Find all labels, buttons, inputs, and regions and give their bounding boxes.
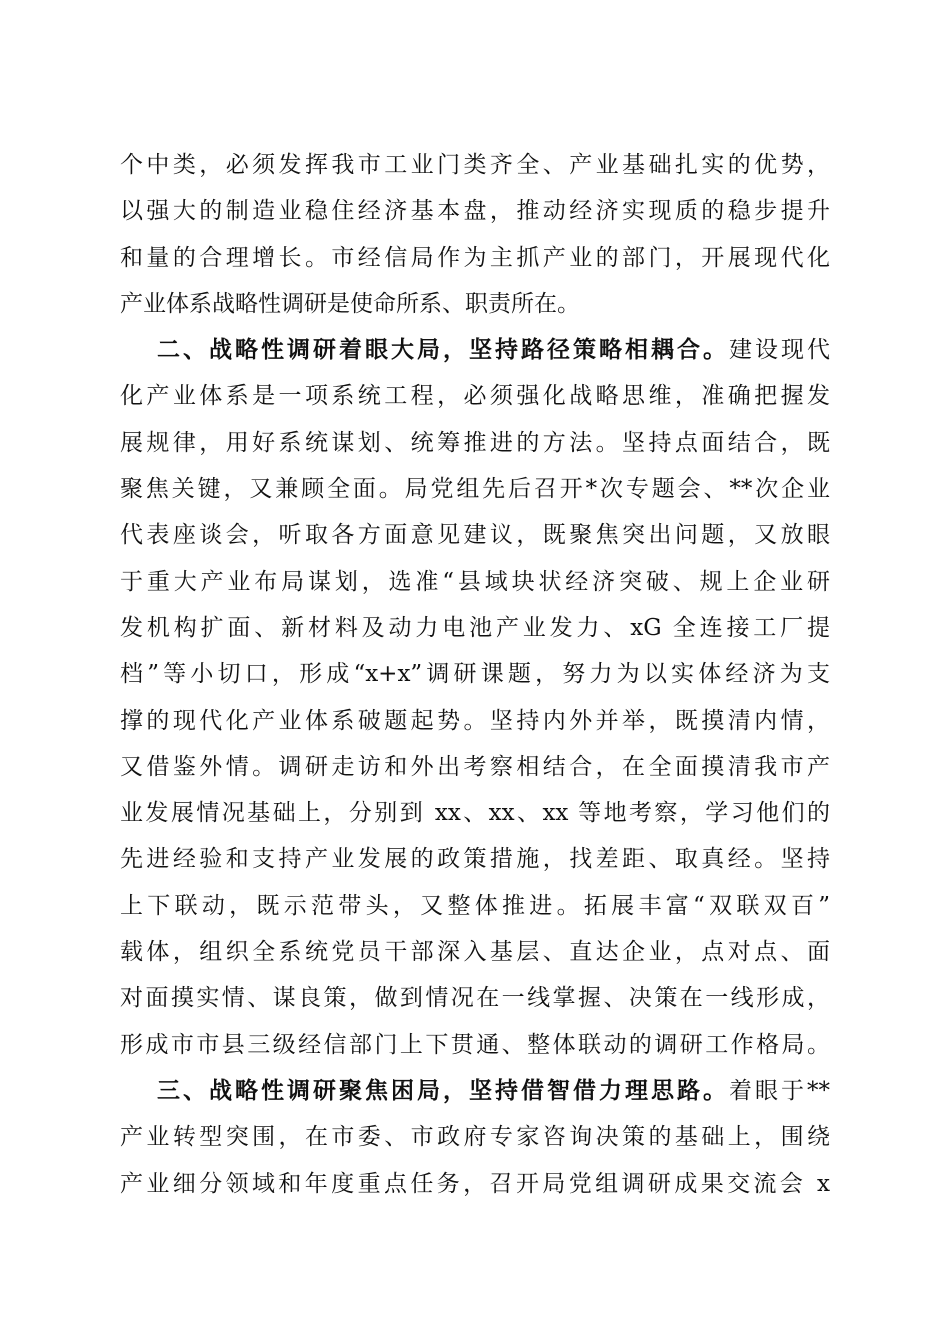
body-text-line <box>120 281 830 327</box>
line-text: 以强大的制造业稳住经济基本盘，推动经济实现质的稳步提升 <box>120 198 830 225</box>
line-text: 形成市市县三级经信部门上下贯通、整体联动的调研工作格局。 <box>120 1031 830 1058</box>
section-heading: 三、战略性调研聚焦困局，坚持借智借力理思路。 <box>157 1076 729 1104</box>
document-body <box>120 142 830 1207</box>
body-text-line <box>120 698 830 744</box>
line-text: 聚焦关键，又兼顾全面。局党组先后召开*次专题会、**次企业 <box>120 476 830 503</box>
line-text: 先进经验和支持产业发展的政策措施，找差距、取真经。坚持 <box>120 846 830 873</box>
body-text-line <box>120 744 830 790</box>
line-text: 对面摸实情、谋良策，做到情况在一线掌握、决策在一线形成， <box>120 985 830 1012</box>
line-text: 载体，组织全系统党员干部深入基层、直达企业，点对点、面 <box>120 939 830 966</box>
body-text-line <box>120 1022 830 1068</box>
body-text-line <box>120 420 830 466</box>
section-heading-line <box>120 1068 830 1114</box>
body-text-line <box>120 559 830 605</box>
body-text-line <box>120 373 830 419</box>
body-text-line <box>120 512 830 558</box>
body-text-line <box>120 1114 830 1160</box>
line-text: 产业转型突围，在市委、市政府专家咨询决策的基础上，围绕 <box>120 1124 830 1151</box>
body-text-line <box>120 790 830 836</box>
line-text: 撑的现代化产业体系破题起势。坚持内外并举，既摸清内情， <box>120 707 830 734</box>
line-text: 产业体系战略性调研是使命所系、职责所在。 <box>120 290 580 317</box>
line-text: 着眼于** <box>729 1077 830 1104</box>
line-text: 发机构扩面、新材料及动力电池产业发力、xG 全连接工厂提 <box>120 614 830 641</box>
body-text-line <box>120 1161 830 1207</box>
line-text: 业发展情况基础上，分别到 xx、xx、xx 等地考察，学习他们的 <box>120 800 830 827</box>
line-text: 和量的合理增长。市经信局作为主抓产业的部门，开展现代化 <box>120 244 830 271</box>
body-text-line <box>120 466 830 512</box>
body-text-line <box>120 188 830 234</box>
line-text: 又借鉴外情。调研走访和外出考察相结合，在全面摸清我市产 <box>120 753 830 780</box>
body-text-line <box>120 975 830 1021</box>
body-text-line <box>120 929 830 975</box>
line-text: 建设现代 <box>729 337 830 364</box>
body-text-line <box>120 605 830 651</box>
section-heading-line <box>120 327 830 373</box>
line-text: 上下联动，既示范带头，又整体推进。拓展丰富“双联双百” <box>120 892 830 919</box>
line-text: 代表座谈会，听取各方面意见建议，既聚焦突出问题，又放眼 <box>120 522 830 549</box>
section-heading: 二、战略性调研着眼大局，坚持路径策略相耦合。 <box>157 336 729 364</box>
body-text-line <box>120 651 830 697</box>
body-text-line <box>120 142 830 188</box>
body-text-line <box>120 235 830 281</box>
line-text: 展规律，用好系统谋划、统筹推进的方法。坚持点面结合，既 <box>120 429 830 456</box>
body-text-line <box>120 883 830 929</box>
body-text-line <box>120 836 830 882</box>
line-text: 产业细分领域和年度重点任务，召开局党组调研成果交流会 x <box>120 1170 830 1197</box>
line-text: 于重大产业布局谋划，选准“县域块状经济突破、规上企业研 <box>120 568 830 595</box>
line-text: 化产业体系是一项系统工程，必须强化战略思维，准确把握发 <box>120 383 830 410</box>
line-text: 档”等小切口，形成“x+x”调研课题，努力为以实体经济为支 <box>120 661 830 688</box>
line-text: 个中类，必须发挥我市工业门类齐全、产业基础扎实的优势， <box>120 152 830 178</box>
